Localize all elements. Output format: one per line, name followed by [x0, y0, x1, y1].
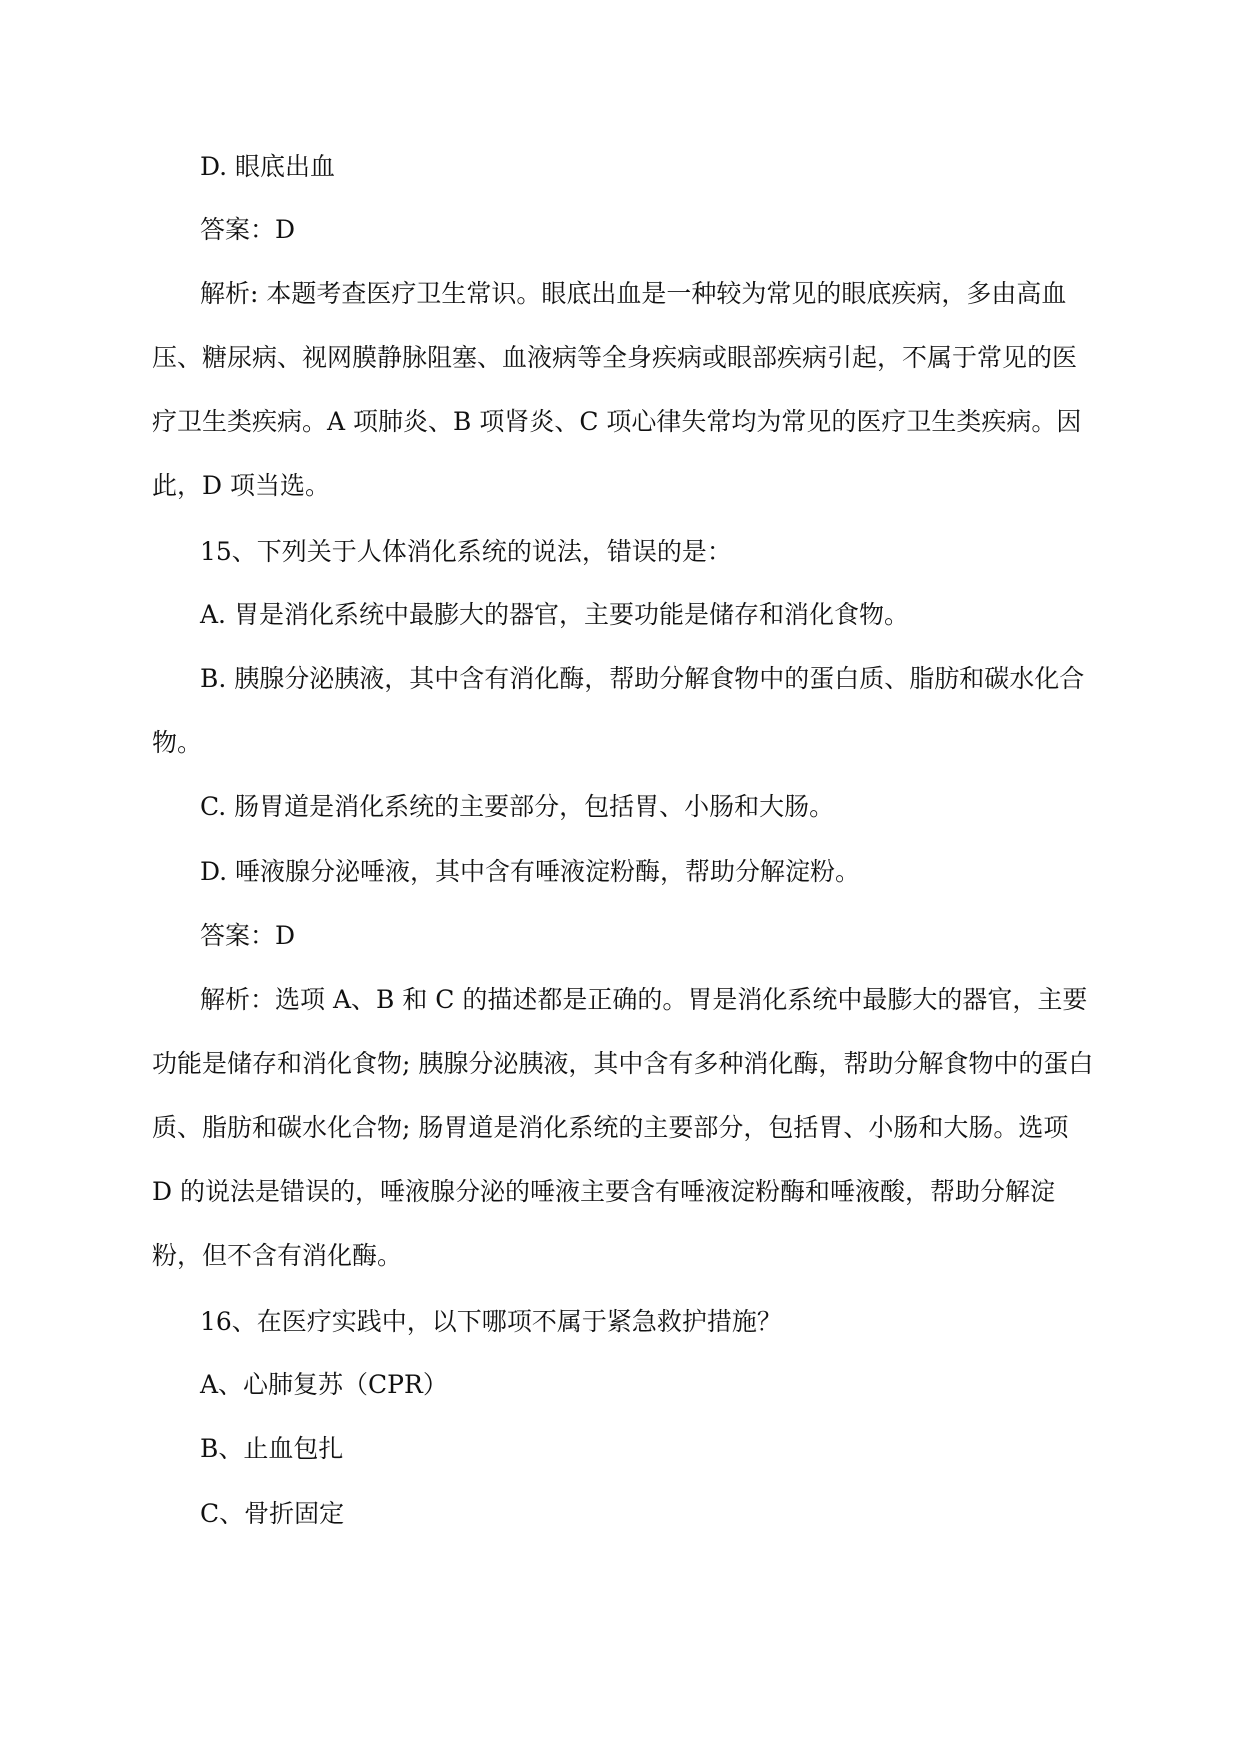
- q14-analysis: 解析: 本题考查医疗卫生常识。眼底出血是一种较为常见的眼底疾病，多由高血压、糖尿病、视网膜静脉阻塞、血液病等全身疾病或眼部疾病引起，不属于常见的医疗卫生类疾病。A 项肺炎、B 项肾炎、C 项心律失常均为常见的医疗卫生类疾病。因此，D 项当选。: [152, 279, 1082, 500]
- q16-option-a: A、心肺复苏（CPR）: [200, 1370, 448, 1399]
- q14-answer: 答案：D: [200, 215, 296, 244]
- q15-option-b: B. 胰腺分泌胰液，其中含有消化酶，帮助分解食物中的蛋白质、脂肪和碳水化合物。: [152, 664, 1085, 757]
- q15-answer: 答案：D: [200, 921, 296, 950]
- q16-question: 16、在医疗实践中，以下哪项不属于紧急救护措施？: [200, 1307, 782, 1336]
- q16-option-b: B、止血包扎: [200, 1434, 344, 1463]
- q15-question: 15、下列关于人体消化系统的说法，错误的是：: [200, 537, 732, 566]
- q16-option-c: C、骨折固定: [200, 1499, 345, 1528]
- q15-option-a: A. 胃是消化系统中最膨大的器官，主要功能是储存和消化食物。: [200, 600, 909, 629]
- q15-analysis: 解析：选项 A、B 和 C 的描述都是正确的。胃是消化系统中最膨大的器官，主要功能是储存和消化食物; 胰腺分泌胰液，其中含有多种消化酶，帮助分解食物中的蛋白质、脂肪和碳水化合物; 肠胃道是消化系统的主要部分，包括胃、小肠和大肠。选项 D 的说法是错误的，唾液腺分泌的唾液主要含有唾液淀粉酶和唾液酸，帮助分解淀粉，但不含有消化酶。: [152, 985, 1094, 1270]
- q15-option-c: C. 肠胃道是消化系统的主要部分，包括胃、小肠和大肠。: [200, 792, 835, 821]
- q15-option-d: D. 唾液腺分泌唾液，其中含有唾液淀粉酶，帮助分解淀粉。: [200, 857, 861, 886]
- q14-option-d: D. 眼底出血: [200, 152, 336, 181]
